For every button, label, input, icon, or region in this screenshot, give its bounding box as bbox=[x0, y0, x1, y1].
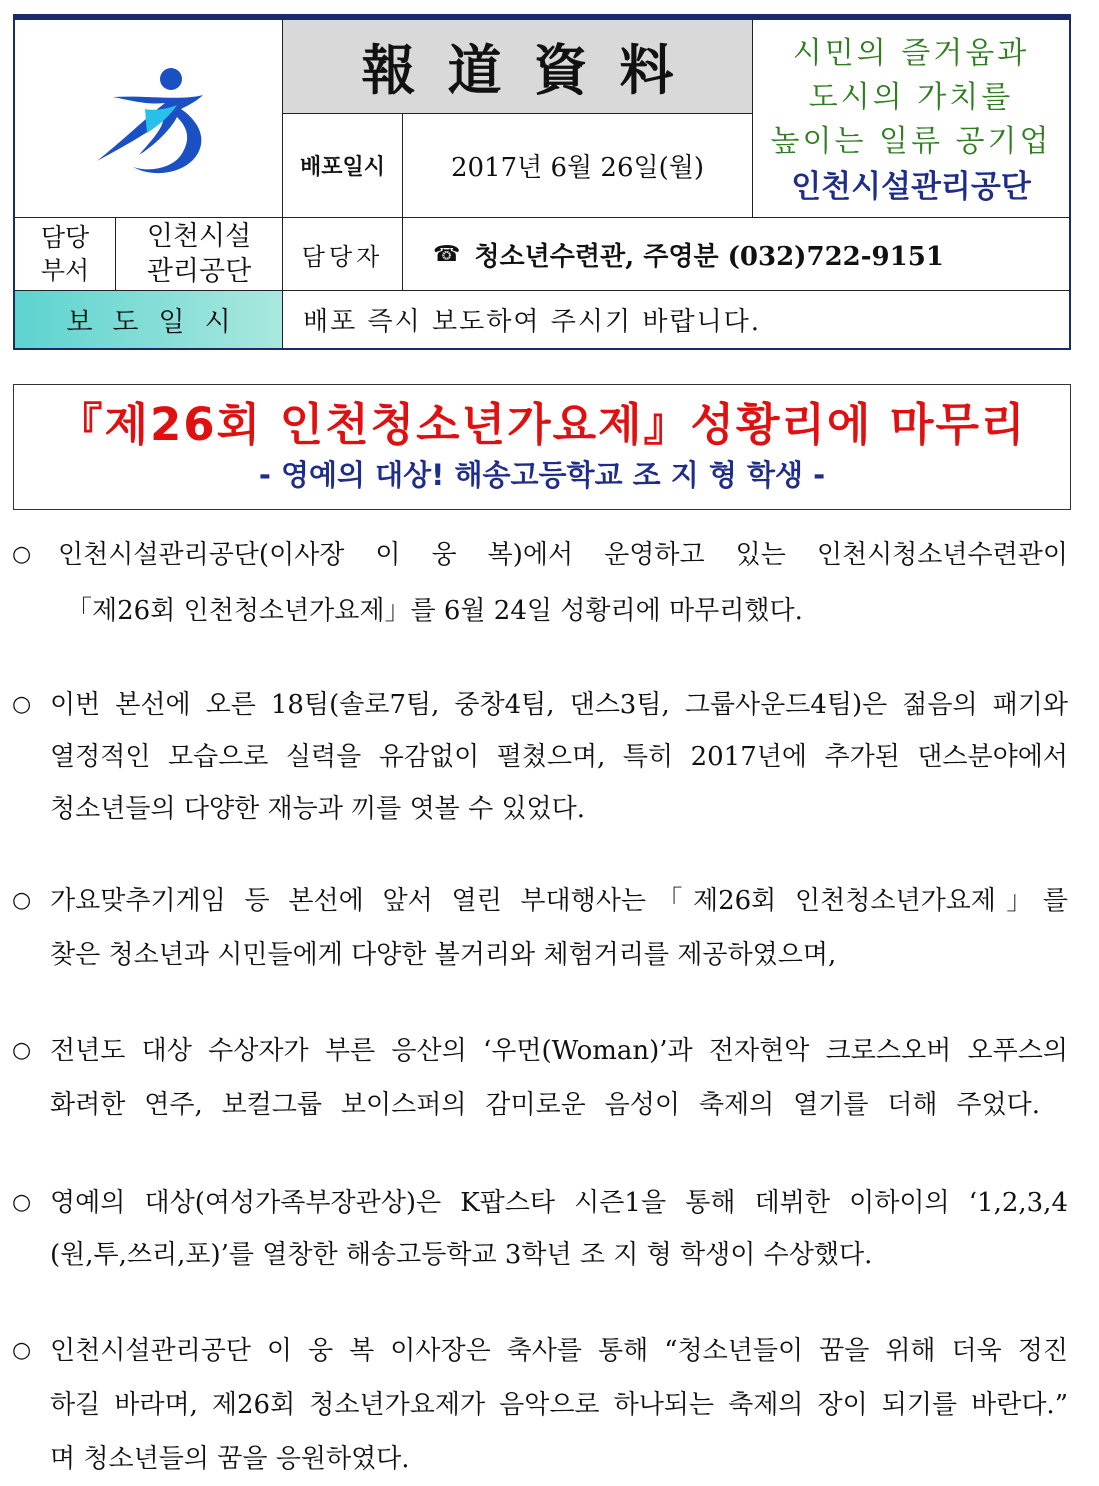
paragraph-line: 인천시설관리공단 이 웅 복 이사장은 축사를 통해 “청소년들이 꿈을 위해 더욱 정진 bbox=[50, 1336, 1068, 1366]
slogan-line: 높이는 일류 공기업 bbox=[770, 124, 1052, 159]
department-value bbox=[116, 218, 283, 291]
department-label-line: 담당 bbox=[40, 223, 90, 252]
bullet-circle-icon: ○ bbox=[12, 692, 32, 717]
paragraph-line: 찾은 청소년과 시민들에게 다양한 볼거리와 체험거리를 제공하였으며, bbox=[50, 940, 837, 970]
organization-logo-icon bbox=[85, 65, 215, 185]
contact-details: 청소년수련관, 주영분 (032)722-9151 bbox=[474, 241, 944, 272]
press-release-header bbox=[13, 14, 1071, 350]
bullet-circle-icon: ○ bbox=[12, 542, 32, 567]
paragraph-line: (원,투,쓰리,포)’를 열창한 해송고등학교 3학년 조 지 형 학생이 수상했다. bbox=[50, 1240, 873, 1270]
headline-title: 『제26회 인천청소년가요제』성황리에 마무리 bbox=[57, 398, 1027, 451]
document-title-cell bbox=[283, 20, 753, 114]
contact-person-label: 담당자 bbox=[283, 218, 403, 291]
paragraph-line: 화려한 연주, 보컬그룹 보이스퍼의 감미로운 음성이 축제의 열기를 더해 주었다. bbox=[50, 1090, 1040, 1120]
department-value-line: 인천시설 bbox=[146, 221, 252, 252]
paragraph-line: 이번 본선에 오른 18팀(솔로7팀, 중창4팀, 댄스3팀, 그룹사운드4팀)은 젊음의 패기와 bbox=[50, 690, 1068, 720]
paragraph-line: 전년도 대상 수상자가 부른 응산의 ‘우먼(Woman)’과 전자현악 크로스오버 오푸스의 bbox=[50, 1036, 1068, 1066]
embargo-label: 보도일시 bbox=[15, 291, 283, 348]
release-date-value: 2017년 6월 26일(월) bbox=[403, 114, 753, 218]
contact-person-value bbox=[403, 218, 1069, 291]
department-value-line: 관리공단 bbox=[146, 256, 252, 287]
slogan-cell bbox=[753, 20, 1069, 218]
embargo-value: 배포 즉시 보도하여 주시기 바랍니다. bbox=[303, 307, 762, 337]
paragraph-line: 영예의 대상(여성가족부장관상)은 K팝스타 시즌1을 통해 데뷔한 이하이의 ‘1,2,3,4 bbox=[50, 1188, 1068, 1218]
paragraph-line: 며 청소년들의 꿈을 응원하였다. bbox=[50, 1444, 410, 1474]
headline-box bbox=[13, 384, 1071, 510]
phone-icon: ☎ bbox=[433, 241, 461, 267]
department-label-line: 부서 bbox=[40, 256, 90, 285]
slogan-line: 도시의 가치를 bbox=[808, 80, 1014, 115]
organization-name: 인천시설관리공단 bbox=[791, 169, 1031, 205]
department-label bbox=[15, 218, 116, 291]
paragraph-line: 청소년들의 다양한 재능과 끼를 엿볼 수 있었다. bbox=[50, 794, 586, 824]
bullet-circle-icon: ○ bbox=[12, 1038, 32, 1063]
slogan-line: 시민의 즐거움과 bbox=[792, 36, 1030, 71]
headline-subtitle: - 영예의 대상! 해송고등학교 조 지 형 학생 - bbox=[258, 458, 826, 492]
bullet-circle-icon: ○ bbox=[12, 888, 32, 913]
paragraph-line: 「제26회 인천청소년가요제」를 6월 24일 성황리에 마무리했다. bbox=[66, 596, 803, 626]
paragraph-line: 열정적인 모습으로 실력을 유감없이 펼쳤으며, 특히 2017년에 추가된 댄스분야에서 bbox=[50, 742, 1068, 772]
logo-cell bbox=[15, 20, 283, 218]
paragraph-line: 인천시설관리공단(이사장 이 웅 복)에서 운영하고 있는 인천시청소년수련관이 bbox=[58, 540, 1068, 570]
paragraph-line: 가요맞추기게임 등 본선에 앞서 열린 부대행사는「제26회 인천청소년가요제」를 bbox=[50, 886, 1068, 916]
bullet-circle-icon: ○ bbox=[12, 1338, 32, 1363]
bullet-circle-icon: ○ bbox=[12, 1190, 32, 1215]
paragraph-line: 하길 바라며, 제26회 청소년가요제가 음악으로 하나되는 축제의 장이 되기를 바란다.” bbox=[50, 1390, 1068, 1420]
release-date-label: 배포일시 bbox=[283, 114, 403, 218]
document-title: 報道資料 bbox=[361, 39, 706, 102]
